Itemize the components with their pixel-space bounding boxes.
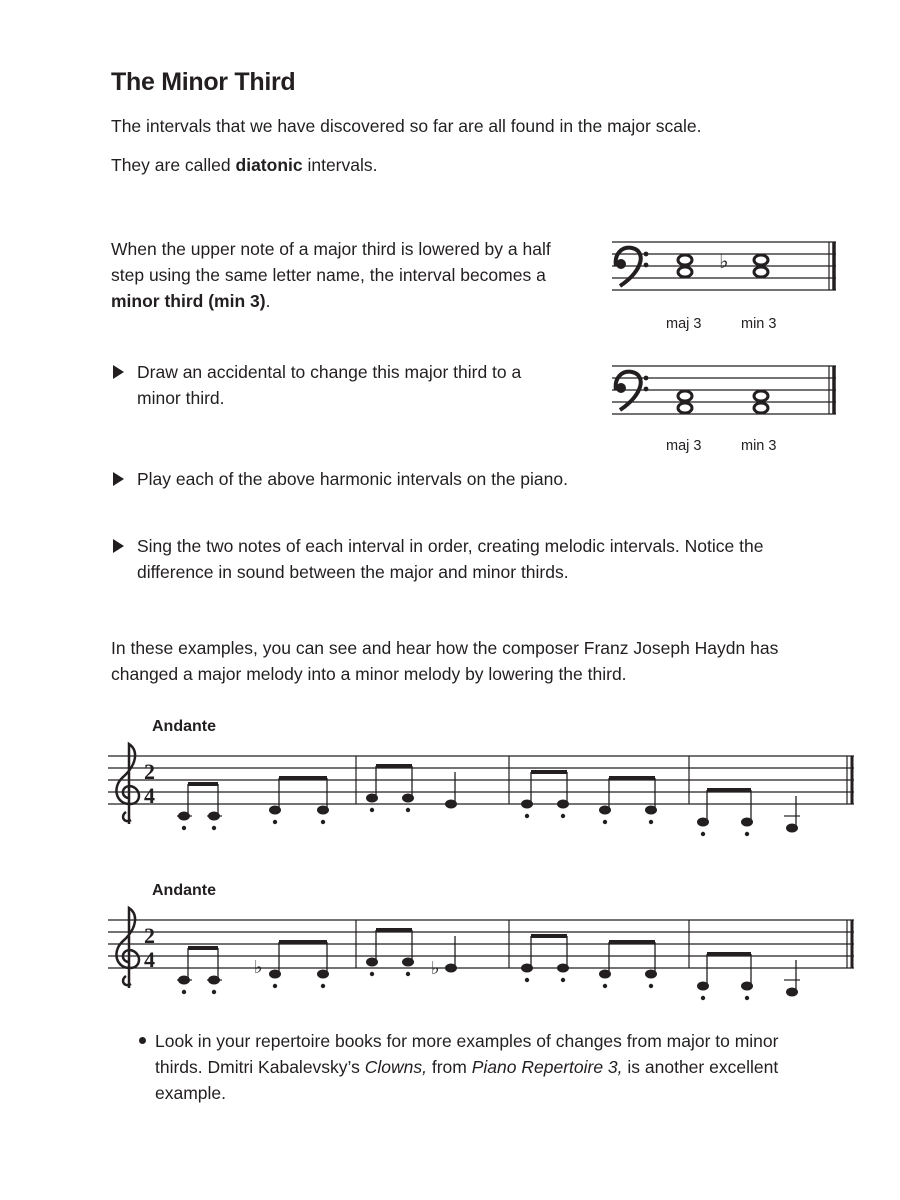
repertoire-line-1: Look in your repertoire books for more examples of changes from major to minor	[155, 1031, 779, 1051]
haydn-line-1: In these examples, you can see and hear how the composer Franz Joseph Haydn has	[111, 638, 779, 658]
intro-text: The intervals that we have discovered so far are all found in the major scale.	[111, 116, 702, 136]
repertoire-line-3: example.	[155, 1083, 227, 1103]
flat-icon: ♭	[719, 249, 729, 273]
arrow-bullet-icon	[113, 365, 124, 379]
time-signature-top: 2	[144, 759, 155, 784]
flat-icon: ♭	[431, 958, 440, 979]
arrow-bullet-icon	[113, 539, 124, 553]
arrow-bullet-icon	[113, 472, 124, 486]
task-draw-line-1: Draw an accidental to change this major third to a	[137, 362, 522, 382]
bullet-icon	[139, 1037, 146, 1044]
repertoire-line-2	[155, 1054, 778, 1080]
piece-title: Clowns,	[364, 1057, 427, 1077]
treble-staff-major	[108, 740, 858, 840]
tempo-marking-minor: Andante	[152, 882, 216, 899]
diatonic-text-pre: They are called	[111, 155, 236, 175]
flat-icon: ♭	[254, 957, 263, 978]
task-draw-line-2: minor third.	[137, 388, 225, 408]
time-signature-top: 2	[144, 923, 155, 948]
definition-line-2: step using the same letter name, the interval becomes a	[111, 265, 546, 285]
repertoire-line-2-post: is another excellent	[622, 1057, 779, 1077]
diatonic-term: diatonic	[235, 155, 303, 175]
book-title: Piano Repertoire 3,	[471, 1057, 623, 1077]
definition-line-3	[111, 288, 551, 314]
time-signature-bottom: 4	[144, 783, 155, 808]
label-maj3-1: maj 3	[666, 316, 702, 332]
bass-staff-example-1	[612, 240, 842, 300]
melody-notes-major	[177, 764, 800, 836]
melody-notes-minor	[177, 928, 800, 1000]
diatonic-text-post: intervals.	[302, 155, 378, 175]
diatonic-text	[111, 152, 378, 178]
task-sing-line-1: Sing the two notes of each interval in order, creating melodic intervals. Notice the	[137, 536, 764, 556]
minor-third-term: minor third (min 3)	[111, 291, 266, 311]
label-min3-2: min 3	[741, 438, 777, 454]
repertoire-line-2-mid: from	[427, 1057, 472, 1077]
repertoire-note	[155, 1028, 778, 1106]
haydn-line-2: changed a major melody into a minor melody by lowering the third.	[111, 664, 627, 684]
task-sing-intervals	[137, 533, 763, 585]
tempo-marking-major: Andante	[152, 718, 216, 735]
definition-period: .	[265, 291, 271, 311]
definition-paragraph	[111, 236, 551, 314]
label-maj3-2: maj 3	[666, 438, 702, 454]
definition-line-1: When the upper note of a major third is lowered by a half	[111, 239, 551, 259]
bass-staff-example-2	[612, 364, 842, 424]
label-min3-1: min 3	[741, 316, 777, 332]
haydn-paragraph	[111, 635, 778, 687]
task-draw-accidental	[137, 359, 521, 411]
time-signature-bottom: 4	[144, 947, 155, 972]
page-title: The Minor Third	[111, 68, 296, 96]
task-sing-line-2: difference in sound between the major and minor thirds.	[137, 562, 569, 582]
treble-staff-minor	[108, 904, 858, 1004]
repertoire-line-2-pre: thirds. Dmitri Kabalevsky’s	[155, 1057, 365, 1077]
task-play-intervals: Play each of the above harmonic intervals on the piano.	[137, 469, 568, 489]
